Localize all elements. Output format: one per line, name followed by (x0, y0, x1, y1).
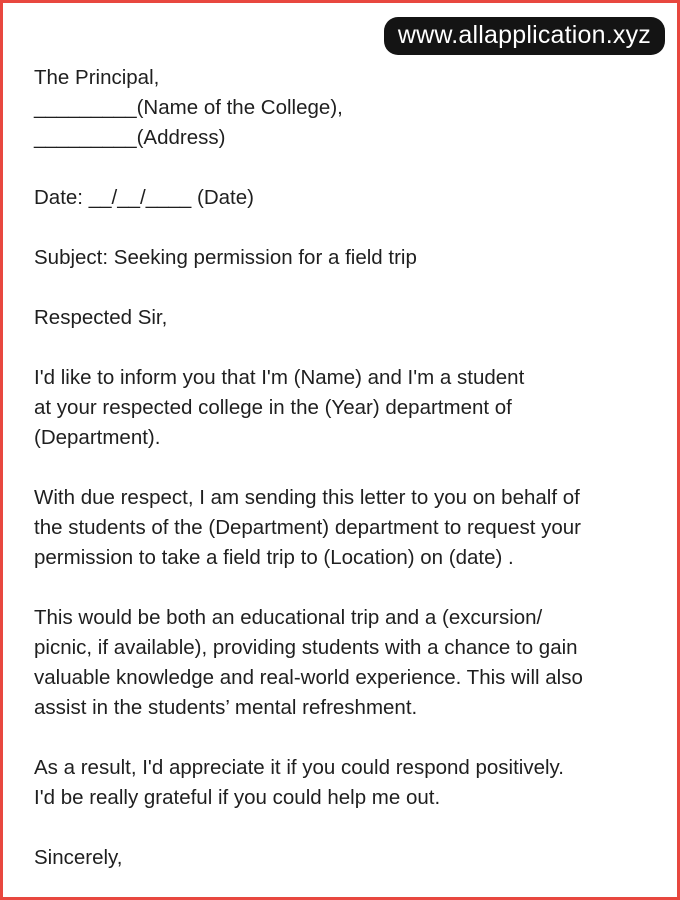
paragraph-conclusion (34, 753, 664, 813)
paragraph-line: This would be both an educational trip and a (excursion/ (34, 606, 543, 629)
recipient-college: _________(Name of the College), (34, 96, 343, 119)
paragraph-line: As a result, I'd appreciate it if you could respond positively. (34, 756, 564, 779)
paragraph-line: I'd be really grateful if you could help me out. (34, 786, 441, 809)
paragraph-line: (Department). (34, 426, 161, 449)
recipient-title: The Principal, (34, 66, 160, 89)
paragraph-line: picnic, if available), providing students with a chance to gain (34, 636, 578, 659)
letter-body (34, 63, 664, 873)
closing: Sincerely, (34, 846, 123, 869)
paragraph-introduction (34, 363, 664, 453)
paragraph-request (34, 483, 664, 573)
paragraph-line: valuable knowledge and real-world experience. This will also (34, 666, 583, 689)
paragraph-line: With due respect, I am sending this letter to you on behalf of (34, 486, 580, 509)
paragraph-purpose (34, 603, 664, 723)
paragraph-line: I'd like to inform you that I'm (Name) and I'm a student (34, 366, 525, 389)
date-line: Date: __/__/____ (Date) (34, 186, 254, 209)
subject-line: Subject: Seeking permission for a field trip (34, 246, 417, 269)
recipient-address: _________(Address) (34, 126, 226, 149)
salutation: Respected Sir, (34, 306, 168, 329)
paragraph-line: the students of the (Department) department to request your (34, 516, 581, 539)
paragraph-line: permission to take a field trip to (Location) on (date) . (34, 546, 514, 569)
recipient-block (34, 63, 664, 153)
watermark-badge: www.allapplication.xyz (384, 17, 665, 55)
paragraph-line: assist in the students’ mental refreshment. (34, 696, 418, 719)
paragraph-line: at your respected college in the (Year) department of (34, 396, 512, 419)
